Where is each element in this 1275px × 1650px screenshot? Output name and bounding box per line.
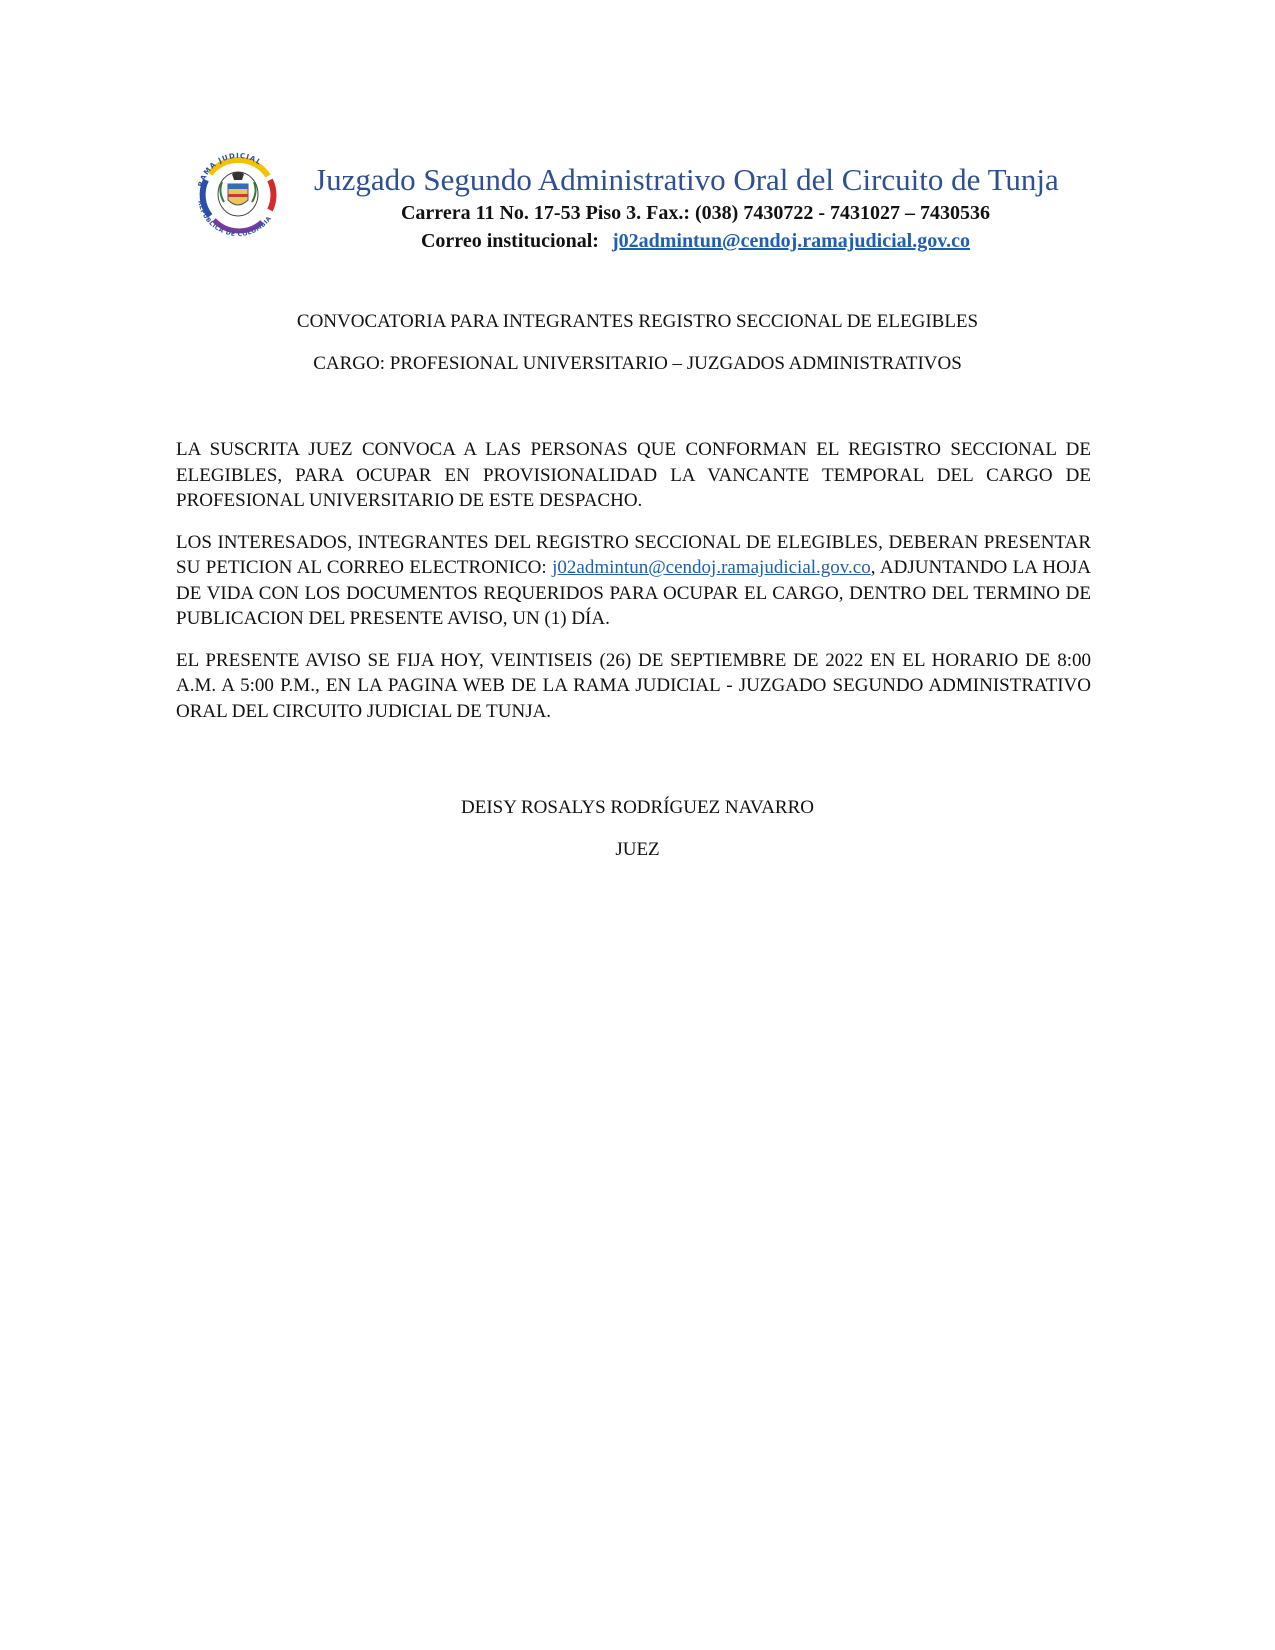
court-address: Carrera 11 No. 17-53 Piso 3. Fax.: (038) 7430722 - 7431027 – 7430536 [400, 202, 990, 224]
paragraph-instructions [176, 530, 1091, 632]
notice-subtitle: CARGO: PROFESIONAL UNIVERSITARIO – JUZGADOS ADMINISTRATIVOS [313, 353, 962, 374]
signatory-role: JUEZ [615, 839, 660, 860]
notice-body [176, 437, 1091, 740]
seal-text-top: RAMA JUDICIAL [196, 151, 264, 188]
institutional-email-link[interactable]: j02admintun@cendoj.ramajudicial.gov.co [611, 230, 970, 252]
signatory-name: DEISY ROSALYS RODRÍGUEZ NAVARRO [461, 797, 814, 818]
institutional-email-line [188, 228, 1203, 254]
letterhead [188, 142, 1108, 262]
paragraph-instructions-end: , ADJUNTANDO LA HOJA DE VIDA CON LOS DOCUMENTOS REQUERIDOS PARA OCUPAR EL CARGO, DENTRO DEL TERMINO DE PUBLICACION DEL PRESENTE AVISO, UN (1) DÍA. [176, 557, 1091, 629]
paragraph-publication: EL PRESENTE AVISO SE FIJA HOY, VEINTISEIS (26) DE SEPTIEMBRE DE 2022 EN EL HORARIO DE 8:00 A.M. A 5:00 P.M., EN LA PAGINA WEB DE LA RAMA JUDICIAL - JUZGADO SEGUNDO ADMINISTRATIVO ORAL DEL CIRCUITO JUDICIAL DE TUNJA. [176, 649, 1091, 722]
notice-title: CONVOCATORIA PARA INTEGRANTES REGISTRO SECCIONAL DE ELEGIBLES [296, 311, 979, 332]
paragraph-convocation: LA SUSCRITA JUEZ CONVOCA A LAS PERSONAS QUE CONFORMAN EL REGISTRO SECCIONAL DE ELEGIBLES, PARA OCUPAR EN PROVISIONALIDAD LA VANCANTE TEMPORAL DEL CARGO DE PROFESIONAL UNIVERSITARIO DE ESTE DESPACHO. [176, 439, 1091, 511]
body-email-link[interactable]: j02admintun@cendoj.ramajudicial.gov.co [552, 557, 871, 578]
email-label: Correo institucional: [420, 230, 599, 252]
seal-text-bottom: REPUBLICA DE COLOMBIA [196, 200, 274, 239]
court-name: Juzgado Segundo Administrativo Oral del Circuito de Tunja [314, 162, 1059, 197]
paragraph-instructions-start: LOS INTERESADOS, INTEGRANTES DEL REGISTRO SECCIONAL DE ELEGIBLES, DEBERAN PRESENTAR SU PETICION AL CORREO ELECTRONICO: [176, 531, 1091, 578]
